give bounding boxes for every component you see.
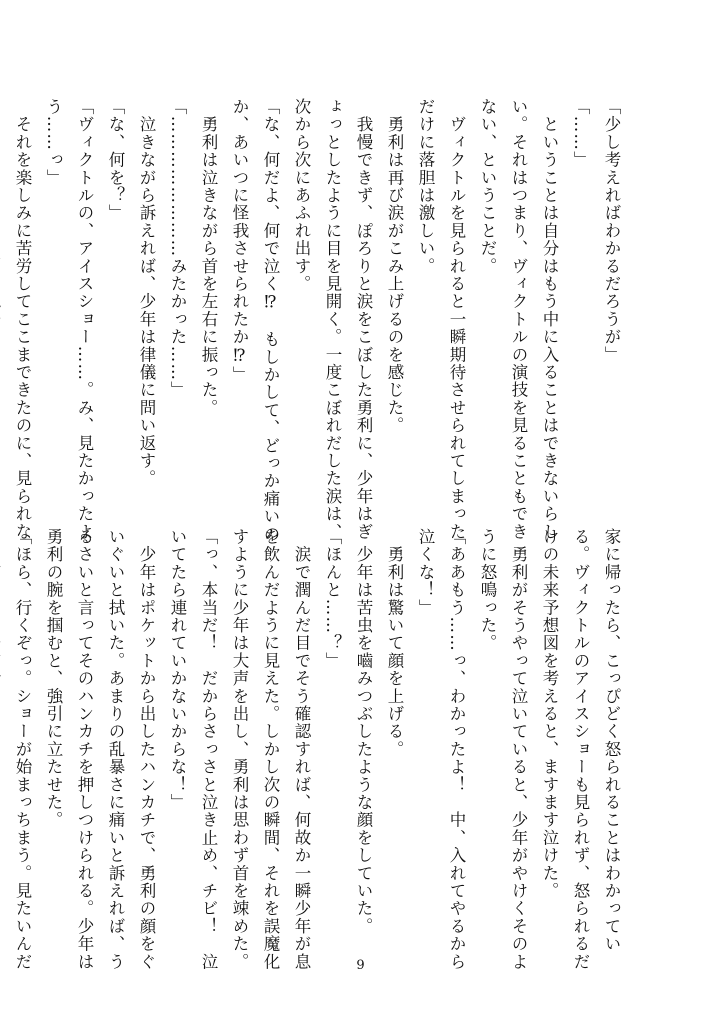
- text-line: 勇利は泣きながら首を左右に振った。: [199, 98, 218, 417]
- text-line: 「な、何だよ、何で泣く⁉ もしかして、どっか痛いの: [261, 98, 280, 543]
- text-line: 泣きながら訴えれば、少年は律儀に問い返す。: [137, 98, 156, 488]
- text-line: [0, 528, 7, 908]
- text-line: 少年は苦虫を嚙みつぶしたような顔をしていた。: [354, 528, 373, 936]
- text-line: 勇利の腕を掴むと、強引に立たせた。: [44, 528, 63, 829]
- text-line: る。ヴィクトルのアイスショーも見られず、怒られるだ: [571, 528, 590, 971]
- text-line: ない、ということだ。: [478, 98, 497, 275]
- text-block-upper: [13, 98, 627, 543]
- text-line: いてたら連れていかないからな！」: [168, 528, 187, 812]
- text-line: [0, 98, 7, 478]
- text-line: 「ほら、行くぞっ。ショーが始まっちまう。見たいんだ: [13, 528, 32, 971]
- text-line: 涙で潤んだ目でそう確認すれば、何故か一瞬少年が息: [292, 528, 311, 971]
- text-line: 勇利は再び涙がこみ上げるのを感じた。: [385, 98, 404, 435]
- text-line: 「……………………みたかった……」: [168, 98, 187, 399]
- text-line: を飲んだように見えた。しかし次の瞬間、それを誤魔化: [261, 528, 280, 971]
- text-line: 「っ、本当だ！ だからさっさと泣き止め、チビ！ 泣: [199, 528, 218, 971]
- text-line: 勇利がそうやって泣いていると、少年がやけくそのよ: [509, 528, 528, 971]
- text-line: だけに落胆は激しい。: [416, 98, 435, 275]
- text-line: 少年はポケットから出したハンカチで、勇利の顔をぐ: [137, 528, 156, 971]
- text-line: う……っ」: [44, 98, 63, 187]
- text-line: るさいと言ってそのハンカチを押しつけられる。少年は: [75, 528, 94, 971]
- text-line: い。それはつまり、ヴィクトルの演技を見ることもでき: [509, 98, 528, 541]
- text-block-lower: [13, 528, 627, 971]
- text-line: か、あいつに怪我させられたか⁉」: [230, 98, 249, 384]
- text-line: ょっとしたように目を見開く。一度こぼれだした涙は、: [323, 98, 342, 541]
- text-line: ということは自分はもう中に入ることはできないらし: [540, 98, 559, 541]
- text-line: 「ヴィクトルの、アイスショー……。み、見たかったよ: [75, 98, 94, 541]
- text-line: すように少年は大声を出し、勇利は思わず首を竦めた。: [230, 528, 249, 971]
- text-line: ヴィクトルを見られると一瞬期待させられてしまった: [447, 98, 466, 541]
- text-line: 勇利は驚いて顔を上げる。: [385, 528, 404, 759]
- text-line: それを楽しみに苦労してここまできたのに、見られな: [13, 98, 32, 541]
- text-line: 泣くな！」: [416, 528, 435, 617]
- text-line: 「……」: [571, 98, 590, 169]
- text-line: 家に帰ったら、こっぴどく怒られることはわかってい: [602, 528, 621, 953]
- text-line: うに怒鳴った。: [478, 528, 497, 652]
- text-line: 「な、何を？」: [106, 98, 125, 222]
- text-line: 「ああもう……っ、わかったよ！ 中、入れてやるから: [447, 528, 466, 971]
- text-line: 「ほんと……？」: [323, 528, 342, 670]
- page-number: 9: [356, 958, 365, 973]
- text-line: 我慢できず、ぽろりと涙をこぼした勇利に、少年はぎ: [354, 98, 373, 541]
- text-line: 「少し考えればわかるだろうが」: [602, 98, 621, 364]
- text-line: けの未来予想図を考えると、ますます泣けた。: [540, 528, 559, 900]
- text-line: いぐいと拭いた。あまりの乱暴さに痛いと訴えれば、う: [106, 528, 125, 971]
- text-line: 次から次にあふれ出す。: [292, 98, 311, 293]
